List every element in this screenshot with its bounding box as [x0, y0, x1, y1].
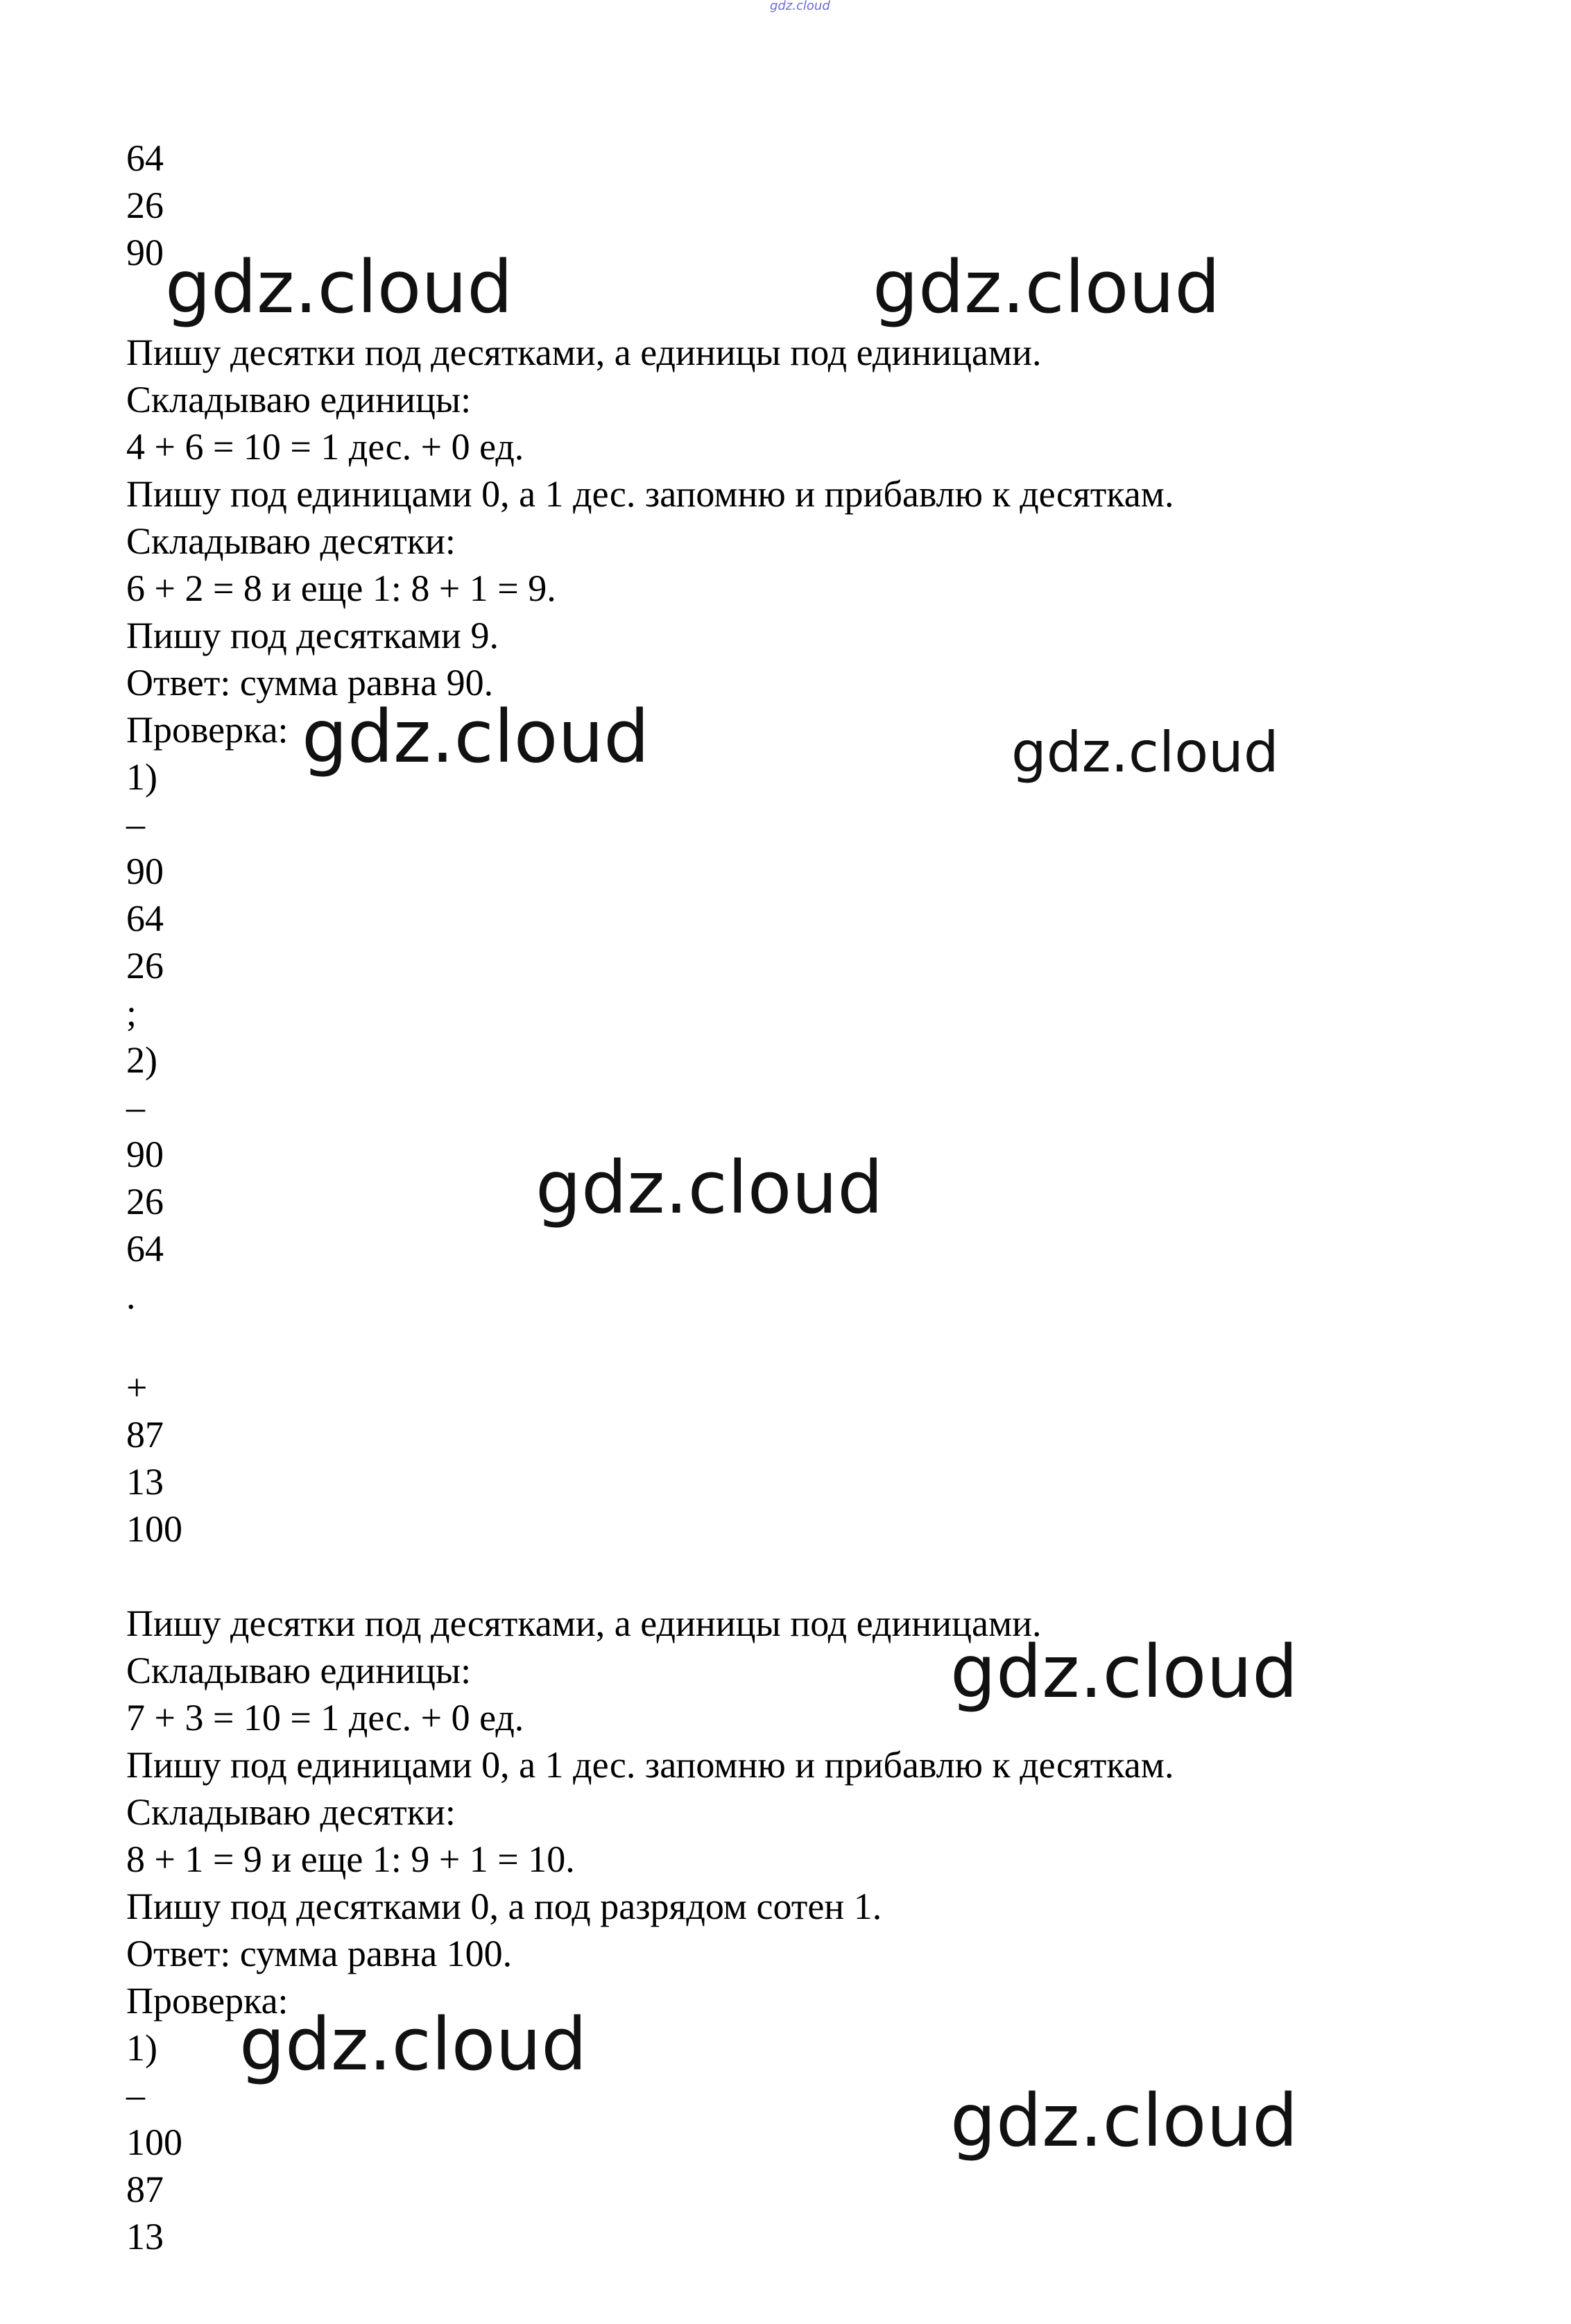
text-line: 64	[126, 1228, 164, 1270]
watermark-text: gdz.cloud	[239, 2002, 587, 2087]
text-line: –	[126, 2074, 145, 2116]
text-line: 87	[126, 1414, 164, 1455]
text-line: 1)	[126, 2027, 157, 2069]
text-line: Складываю единицы:	[126, 379, 472, 420]
text-line: Проверка:	[126, 709, 289, 751]
watermark-text: gdz.cloud	[1011, 720, 1279, 785]
text-line: 6 + 2 = 8 и еще 1: 8 + 1 = 9.	[126, 567, 556, 609]
text-line: Складываю единицы:	[126, 1650, 472, 1691]
text-line: 90	[126, 232, 164, 273]
text-line: 7 + 3 = 10 = 1 дес. + 0 ед.	[126, 1697, 524, 1738]
watermark-text: gdz.cloud	[950, 2078, 1298, 2163]
text-line: 8 + 1 = 9 и еще 1: 9 + 1 = 10.	[126, 1838, 575, 1880]
watermark-text: gdz.cloud	[873, 245, 1221, 330]
watermark-text: gdz.cloud	[535, 1145, 884, 1230]
text-line: 64	[126, 898, 164, 939]
text-line: 26	[126, 945, 164, 986]
text-line: –	[126, 1086, 145, 1128]
text-line: –	[126, 803, 145, 845]
text-line: Пишу десятки под десятками, а единицы под единицами.	[126, 1603, 1042, 1644]
text-line: 13	[126, 2216, 164, 2257]
text-line: Пишу под десятками 9.	[126, 615, 499, 656]
text-line: ;	[126, 992, 137, 1034]
text-line: 1)	[126, 756, 157, 798]
text-line: Пишу под единицами 0, а 1 дес. запомню и прибавлю к десяткам.	[126, 1744, 1174, 1786]
text-line: Складываю десятки:	[126, 1791, 456, 1833]
text-line: .	[126, 1275, 136, 1317]
text-line: +	[126, 1367, 148, 1408]
text-line: 26	[126, 1181, 164, 1222]
watermark-text: gdz.cloud	[302, 694, 650, 779]
text-line: 100	[126, 2121, 182, 2163]
text-line: 4 + 6 = 10 = 1 дес. + 0 ед.	[126, 426, 524, 468]
text-line: 100	[126, 1508, 182, 1550]
text-line: Пишу под десятками 0, а под разрядом сотен 1.	[126, 1886, 882, 1927]
watermark-text: gdz.cloud	[950, 1630, 1298, 1714]
header-watermark: gdz.cloud	[770, 0, 830, 13]
text-line: 26	[126, 185, 164, 226]
text-line: Пишу под единицами 0, а 1 дес. запомню и прибавлю к десяткам.	[126, 473, 1174, 515]
text-line: Пишу десятки под десятками, а единицы под единицами.	[126, 332, 1042, 373]
text-line: Проверка:	[126, 1980, 289, 2022]
text-line: 13	[126, 1461, 164, 1503]
text-line: 90	[126, 1134, 164, 1175]
text-line: Ответ: сумма равна 90.	[126, 662, 494, 703]
watermark-text: gdz.cloud	[165, 245, 513, 330]
text-line: Ответ: сумма равна 100.	[126, 1933, 513, 1974]
text-line: Складываю десятки:	[126, 520, 456, 562]
text-line: 90	[126, 851, 164, 892]
text-line: 87	[126, 2169, 164, 2210]
text-line: 64	[126, 137, 164, 179]
text-line: 2)	[126, 1039, 157, 1081]
